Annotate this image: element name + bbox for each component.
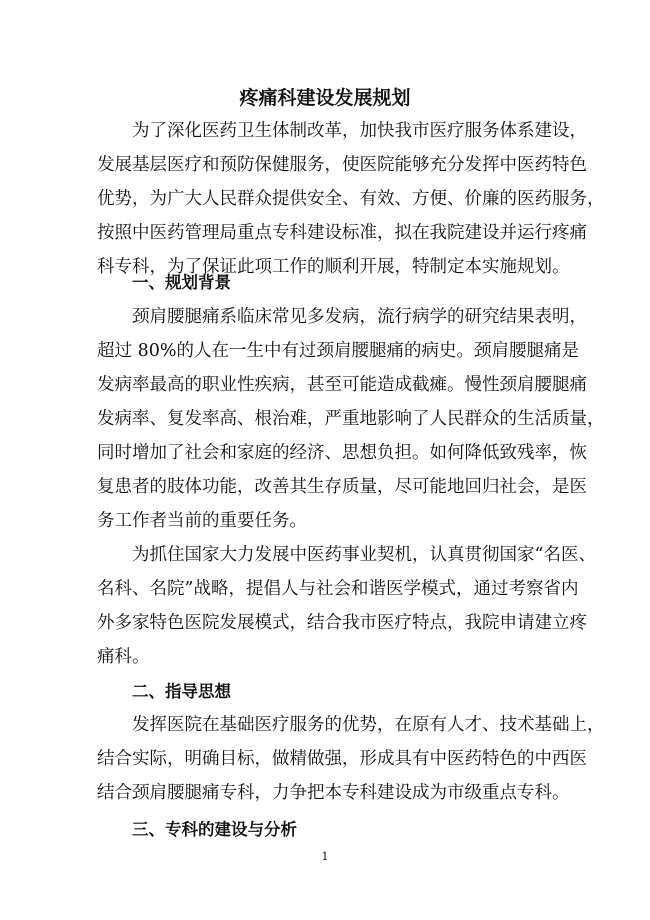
paragraph-line: 发展基层医疗和预防保健服务，使医院能够充分发挥中医药特色 bbox=[97, 155, 587, 175]
page-number: 1 bbox=[321, 850, 329, 863]
paragraph-line: 名科、名院”战略，提倡人与社会和谐医学模式，通过考察省内 bbox=[97, 579, 579, 599]
paragraph-line: 为抓住国家大力发展中医药事业契机，认真贯彻国家“名医、 bbox=[132, 545, 596, 565]
background-paragraph-2 bbox=[97, 538, 596, 674]
background-paragraph-1 bbox=[97, 300, 605, 538]
paragraph-line: 痛科。 bbox=[97, 647, 150, 667]
section-heading-background: 一、规划背景 bbox=[132, 273, 231, 292]
paragraph-line: 复患者的肢体功能，改善其生存质量，尽可能地回归社会，是医 bbox=[97, 477, 587, 497]
paragraph-line: 发病率、复发率高、根治难，严重地影响了人民群众的生活质量， bbox=[97, 409, 605, 429]
paragraph-line: 同时增加了社会和家庭的经济、思想负担。如何降低致残率，恢 bbox=[97, 443, 587, 463]
section-heading-specialty-construction: 三、专科的建设与分析 bbox=[132, 820, 297, 839]
paragraph-line: 结合颈肩腰腿痛专科，力争把本专科建设成为市级重点专科。 bbox=[97, 783, 570, 803]
intro-paragraph bbox=[97, 114, 605, 284]
paragraph-line: 为了深化医药卫生体制改革，加快我市医疗服务体系建设， bbox=[132, 121, 587, 141]
paragraph-line: 结合实际，明确目标，做精做强，形成具有中医药特色的中西医 bbox=[97, 749, 587, 769]
paragraph-line: 颈肩腰腿痛系临床常见多发病，流行病学的研究结果表明， bbox=[132, 307, 587, 327]
paragraph-line: 发病率最高的职业性疾病，甚至可能造成截瘫。慢性颈肩腰腿痛 bbox=[97, 375, 587, 395]
paragraph-line: 按照中医药管理局重点专科建设标准，拟在我院建设并运行疼痛 bbox=[97, 223, 587, 243]
paragraph-line: 务工作者当前的重要任务。 bbox=[97, 511, 307, 531]
paragraph-line: 优势，为广大人民群众提供安全、有效、方便、价廉的医药服务， bbox=[97, 189, 605, 209]
paragraph-line: 科专科，为了保证此项工作的顺利开展，特制定本实施规划。 bbox=[97, 257, 570, 277]
paragraph-line: 外多家特色医院发展模式，结合我市医疗特点，我院申请建立疼 bbox=[97, 613, 587, 633]
paragraph-line: 超过 80%的人在一生中有过颈肩腰腿痛的病史。颈肩腰腿痛是 bbox=[97, 341, 579, 361]
section-heading-guiding-ideas: 二、指导思想 bbox=[132, 682, 231, 701]
document-title: 疼痛科建设发展规划 bbox=[239, 87, 411, 109]
paragraph-line: 发挥医院在基础医疗服务的优势，在原有人才、技术基础上， bbox=[132, 715, 605, 735]
guiding-ideas-paragraph bbox=[97, 708, 605, 810]
